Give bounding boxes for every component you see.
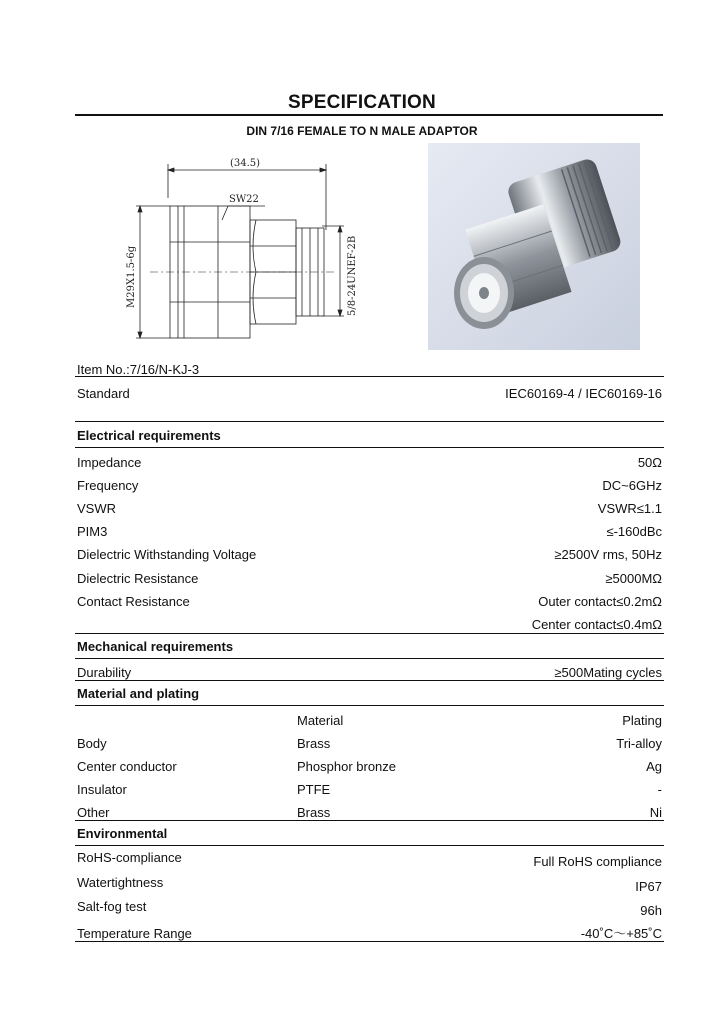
spec-label-impedance: Impedance xyxy=(77,455,142,470)
item-number: Item No.:7/16/N-KJ-3 xyxy=(77,362,200,377)
plating-insulator: - xyxy=(657,782,662,797)
material-center-conductor: Phosphor bronze xyxy=(297,759,397,774)
spec-label-pim3: PIM3 xyxy=(77,524,108,539)
env-value-salt-fog: 96h xyxy=(640,903,662,918)
env-value-temperature: -40˚C～+85˚C xyxy=(580,926,662,941)
material-body: Brass xyxy=(297,736,331,751)
spec-value-withstanding-voltage: ≥2500V rms, 50Hz xyxy=(554,547,662,562)
env-value-rohs: Full RoHS compliance xyxy=(533,854,662,869)
divider xyxy=(75,845,664,846)
part-insulator: Insulator xyxy=(77,782,127,797)
environmental-heading: Environmental xyxy=(77,826,168,841)
divider xyxy=(75,633,664,634)
left-thread-label: M29X1.5-6g xyxy=(126,245,137,308)
part-center-conductor: Center conductor xyxy=(77,759,177,774)
divider xyxy=(75,421,664,422)
plating-column-header: Plating xyxy=(622,713,662,728)
env-value-watertightness: IP67 xyxy=(635,879,662,894)
wrench-size-label: SW22 xyxy=(229,194,259,205)
spec-value-outer-contact: Outer contact≤0.2mΩ xyxy=(538,594,662,609)
divider xyxy=(75,705,664,706)
mechanical-heading: Mechanical requirements xyxy=(77,639,234,654)
spec-label-contact-resistance: Contact Resistance xyxy=(77,594,190,609)
durability-label: Durability xyxy=(77,665,132,680)
spec-label-dielectric-resistance: Dielectric Resistance xyxy=(77,571,199,586)
env-label-watertightness: Watertightness xyxy=(77,875,164,890)
material-column-header: Material xyxy=(297,713,344,728)
material-heading: Material and plating xyxy=(77,686,200,701)
plating-center-conductor: Ag xyxy=(646,759,662,774)
right-thread-label: 5/8-24UNEF-2B xyxy=(347,235,358,316)
product-photo xyxy=(428,143,640,350)
standard-value: IEC60169-4 / IEC60169-16 xyxy=(505,386,662,401)
material-other: Brass xyxy=(297,805,331,820)
electrical-heading: Electrical requirements xyxy=(77,428,221,443)
divider xyxy=(75,376,664,377)
title-divider xyxy=(75,114,663,116)
divider xyxy=(75,941,664,942)
spec-value-vswr: VSWR≤1.1 xyxy=(597,501,662,516)
spec-value-dielectric-resistance: ≥5000MΩ xyxy=(605,571,662,586)
spec-value-impedance: 50Ω xyxy=(637,455,662,470)
spec-value-pim3: ≤-160dBc xyxy=(606,524,662,539)
divider xyxy=(75,820,664,821)
plating-body: Tri-alloy xyxy=(616,736,662,751)
divider xyxy=(75,447,664,448)
part-other: Other xyxy=(77,805,110,820)
page-title: SPECIFICATION xyxy=(288,92,436,113)
spec-label-frequency: Frequency xyxy=(77,478,139,493)
durability-value: ≥500Mating cycles xyxy=(554,665,662,680)
product-subtitle: DIN 7/16 FEMALE TO N MALE ADAPTOR xyxy=(246,124,478,138)
env-label-salt-fog: Salt-fog test xyxy=(77,899,147,914)
divider xyxy=(75,658,664,659)
env-label-temperature: Temperature Range xyxy=(77,926,192,941)
spec-value-center-contact: Center contact≤0.4mΩ xyxy=(531,617,662,632)
spec-label-vswr: VSWR xyxy=(77,501,116,516)
technical-drawing xyxy=(110,150,380,350)
part-body: Body xyxy=(77,736,107,751)
spec-value-frequency: DC~6GHz xyxy=(602,478,662,493)
plating-other: Ni xyxy=(649,805,662,820)
standard-label: Standard xyxy=(77,386,130,401)
length-dimension: (34.5) xyxy=(230,158,261,169)
env-label-rohs: RoHS-compliance xyxy=(77,850,182,865)
divider xyxy=(75,680,664,681)
spec-label-withstanding-voltage: Dielectric Withstanding Voltage xyxy=(77,547,257,562)
material-insulator: PTFE xyxy=(297,782,331,797)
